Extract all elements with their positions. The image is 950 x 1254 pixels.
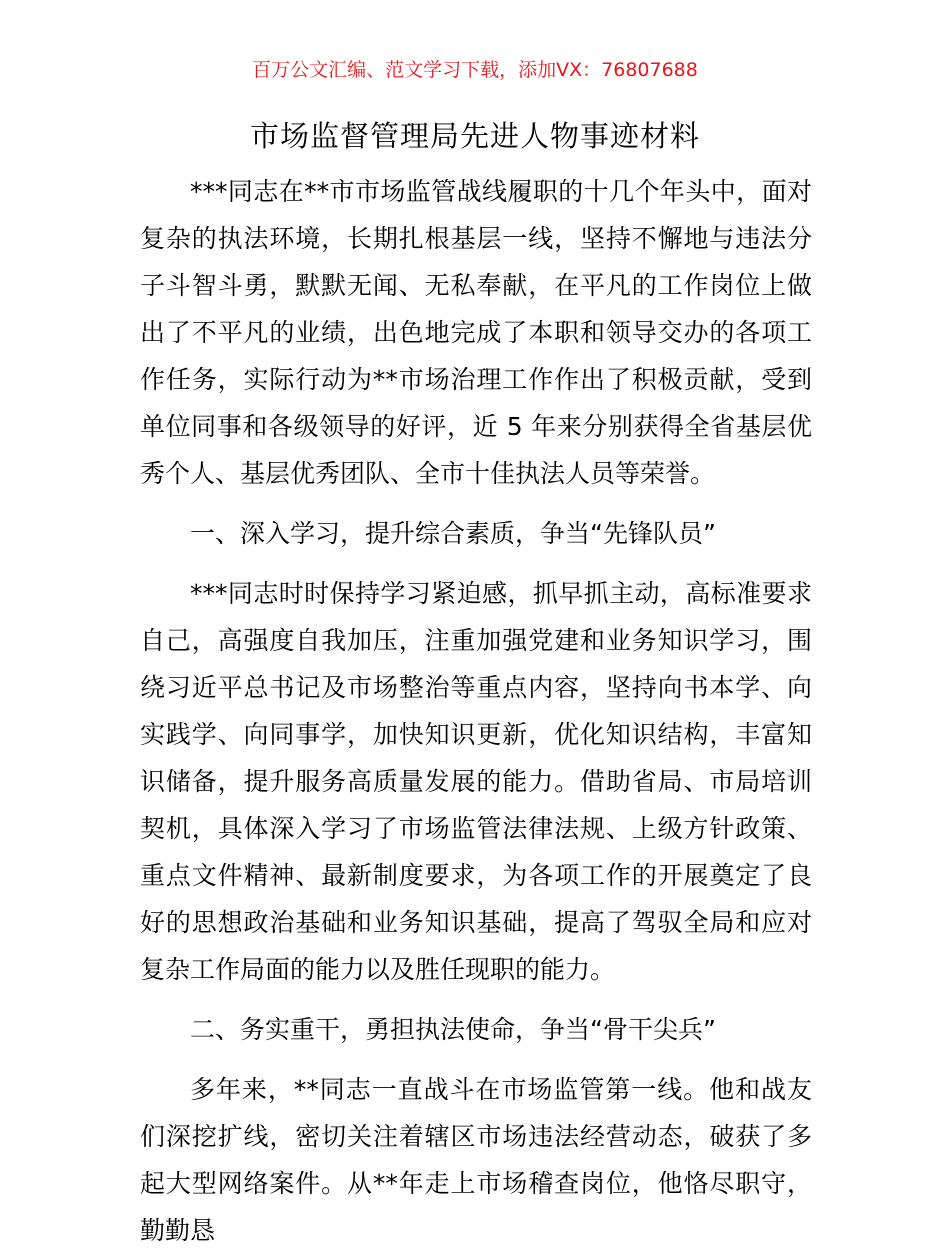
promo-banner: 百万公文汇编、范文学习下载，添加VX：76807688 bbox=[252, 59, 698, 81]
section-paragraph: ***同志时时保持学习紧迫感，抓早抓主动，高标准要求自己，高强度自我加压，注重加强党建和业务知识学习，围绕习近平总书记及市场整治等重点内容，坚持向书本学、向实践学、向同事学，加快知识更新，优化知识结构，丰富知识储备，提升服务高质量发展的能力。借助省局、市局培训契机，具体深入学习了市场监管法律法规、上级方针政策、重点文件精神、最新制度要求，为各项工作的开展奠定了良好的思想政治基础和业务知识基础，提高了驾驭全局和应对复杂工作局面的能力以及胜任现职的能力。 bbox=[140, 579, 812, 984]
section-heading: 一、深入学习，提升综合素质，争当“先锋队员” bbox=[190, 519, 716, 548]
section-paragraph: 多年来，**同志一直战斗在市场监管第一线。他和战友们深挖扩线，密切关注着辖区市场违法经营动态，破获了多起大型网络案件。从**年走上市场稽查岗位，他恪尽职守，勤勤恳 bbox=[140, 1075, 812, 1245]
document-body bbox=[140, 168, 812, 1254]
document-title: 市场监督管理局先进人物事迹材料 bbox=[249, 119, 700, 153]
intro-paragraph: ***同志在**市市场监管战线履职的十几个年头中，面对复杂的执法环境，长期扎根基层一线，坚持不懈地与违法分子斗智斗勇，默默无闻、无私奉献，在平凡的工作岗位上做出了不平凡的业绩，出色地完成了本职和领导交办的各项工作任务，实际行动为**市场治理工作作出了积极贡献，受到单位同事和各级领导的好评，近 5 年来分别获得全省基层优秀个人、基层优秀团队、全市十佳执法人员等荣誉。 bbox=[140, 177, 812, 488]
section-heading: 二、务实重干，勇担执法使命，争当“骨干尖兵” bbox=[190, 1015, 716, 1044]
